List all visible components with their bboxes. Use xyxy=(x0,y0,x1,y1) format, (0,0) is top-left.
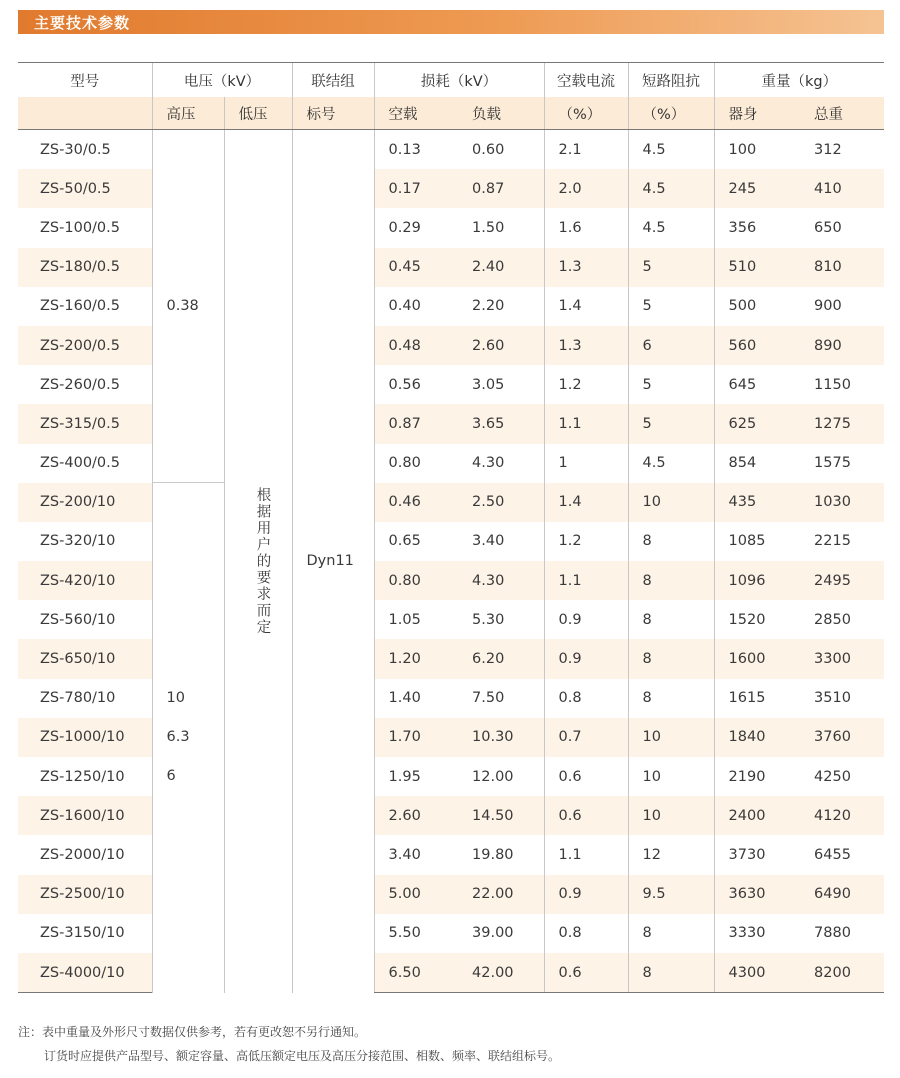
body-weight-cell: 560 xyxy=(714,326,800,365)
load-loss-cell: 4.30 xyxy=(472,455,505,472)
table-row xyxy=(18,679,884,718)
hv-voltage-option: 10 xyxy=(166,690,185,707)
total-weight-cell: 6455 xyxy=(814,846,851,863)
body-weight-cell: 2400 xyxy=(714,796,800,835)
model-cell: ZS-2500/10 xyxy=(18,875,152,914)
spec-table xyxy=(18,62,884,993)
noload-loss-cell: 0.56 xyxy=(374,365,458,404)
hv-voltage-group-1: 0.38 xyxy=(152,130,224,483)
impedance-cell: 5 xyxy=(628,287,714,326)
table-row xyxy=(18,953,884,993)
model-cell: ZS-3150/10 xyxy=(40,925,125,942)
impedance-cell: 12 xyxy=(628,835,714,874)
body-weight-cell: 1096 xyxy=(714,561,800,600)
connection-group-value: Dyn11 xyxy=(292,130,374,993)
body-weight-cell: 2190 xyxy=(714,757,800,796)
noload-loss-cell: 2.60 xyxy=(374,796,458,835)
body-weight-cell: 1520 xyxy=(714,600,800,639)
footnote-1: 注：表中重量及外形尺寸数据仅供参考，若有更改恕不另行通知。 xyxy=(18,1025,367,1039)
load-loss-cell: 10.30 xyxy=(458,718,544,757)
body-weight-cell: 3330 xyxy=(714,914,800,953)
total-weight-cell: 3300 xyxy=(800,639,884,678)
load-loss-cell: 19.80 xyxy=(472,846,514,863)
body-weight-cell: 356 xyxy=(714,208,800,247)
hv-voltage-option: 6 xyxy=(166,768,176,785)
total-weight-cell: 6490 xyxy=(800,875,884,914)
header-connection: 联结组 xyxy=(292,63,374,98)
model-cell: ZS-560/10 xyxy=(40,611,116,628)
table-row xyxy=(18,169,884,208)
table-body xyxy=(18,130,884,993)
table-row xyxy=(18,404,884,443)
body-weight-cell: 510 xyxy=(714,248,800,287)
load-loss-cell: 2.40 xyxy=(458,248,544,287)
impedance-cell: 4.5 xyxy=(628,444,714,483)
table-row xyxy=(18,326,884,365)
body-weight-cell: 500 xyxy=(714,287,800,326)
header-body-weight: 器身 xyxy=(714,97,800,130)
impedance-cell: 10 xyxy=(628,718,714,757)
noload-loss-cell: 0.29 xyxy=(374,208,458,247)
table-row xyxy=(18,365,884,404)
header-model: 型号 xyxy=(18,63,152,98)
header-connection-sub: 标号 xyxy=(292,97,374,130)
noload-current-cell: 0.6 xyxy=(544,953,628,993)
header-load: 负载 xyxy=(458,97,544,130)
impedance-cell: 8 xyxy=(628,639,714,678)
noload-loss-cell: 5.50 xyxy=(374,914,458,953)
table-row xyxy=(18,835,884,874)
impedance-cell: 8 xyxy=(628,953,714,993)
noload-loss-cell: 1.20 xyxy=(374,639,458,678)
header-total-weight: 总重 xyxy=(800,97,884,130)
model-cell: ZS-2000/10 xyxy=(40,846,125,863)
total-weight-cell: 7880 xyxy=(814,925,851,942)
body-weight-cell: 435 xyxy=(714,483,800,522)
impedance-cell: 8 xyxy=(628,679,714,718)
footnotes xyxy=(18,1020,884,1068)
noload-current-cell: 1.4 xyxy=(544,483,628,522)
total-weight-cell: 8200 xyxy=(800,953,884,993)
model-cell: ZS-315/0.5 xyxy=(18,404,152,443)
hv-voltage-option: 6.3 xyxy=(166,729,190,746)
load-loss-cell: 3.05 xyxy=(472,376,505,393)
load-loss-cell: 5.30 xyxy=(472,611,505,628)
noload-current-cell: 1.4 xyxy=(544,287,628,326)
noload-loss-cell: 5.00 xyxy=(374,875,458,914)
model-cell: ZS-1600/10 xyxy=(18,796,152,835)
total-weight-cell: 2215 xyxy=(814,533,851,550)
impedance-cell: 4.5 xyxy=(628,208,714,247)
header-row-1 xyxy=(18,63,884,98)
body-weight-cell: 854 xyxy=(714,444,800,483)
load-loss-cell: 7.50 xyxy=(472,690,505,707)
impedance-cell: 10 xyxy=(628,796,714,835)
noload-current-cell: 1.1 xyxy=(544,835,628,874)
noload-current-cell: 2.1 xyxy=(544,130,628,170)
lv-voltage-cell xyxy=(224,130,292,993)
impedance-cell: 8 xyxy=(628,600,714,639)
body-weight-cell: 4300 xyxy=(714,953,800,993)
impedance-cell: 4.5 xyxy=(628,169,714,208)
impedance-cell: 4.5 xyxy=(628,130,714,170)
footnote-2: 订货时应提供产品型号、额定容量、高低压额定电压及高压分接范围、相数、频率、联结组标号。 xyxy=(44,1049,561,1063)
model-cell: ZS-200/10 xyxy=(18,483,152,522)
total-weight-cell: 4250 xyxy=(814,768,851,785)
model-cell: ZS-260/0.5 xyxy=(40,376,120,393)
total-weight-cell: 3510 xyxy=(814,690,851,707)
noload-loss-cell: 0.48 xyxy=(374,326,458,365)
header-lv: 低压 xyxy=(224,97,292,130)
load-loss-cell: 12.00 xyxy=(472,768,514,785)
noload-loss-cell: 0.45 xyxy=(374,248,458,287)
total-weight-cell: 4120 xyxy=(800,796,884,835)
model-cell: ZS-100/0.5 xyxy=(40,219,120,236)
impedance-cell: 9.5 xyxy=(628,875,714,914)
body-weight-cell: 3730 xyxy=(714,835,800,874)
model-cell: ZS-180/0.5 xyxy=(18,248,152,287)
impedance-cell: 8 xyxy=(628,522,714,561)
model-cell: ZS-650/10 xyxy=(18,639,152,678)
table-row xyxy=(18,287,884,326)
table-row xyxy=(18,444,884,483)
total-weight-cell: 890 xyxy=(800,326,884,365)
header-hv: 高压 xyxy=(152,97,224,130)
noload-current-cell: 1.2 xyxy=(544,522,628,561)
noload-loss-cell: 0.80 xyxy=(374,444,458,483)
model-cell: ZS-30/0.5 xyxy=(40,141,111,158)
noload-current-cell: 0.9 xyxy=(544,875,628,914)
noload-loss-cell: 1.40 xyxy=(374,679,458,718)
model-cell: ZS-320/10 xyxy=(40,533,116,550)
model-cell: ZS-160/0.5 xyxy=(40,298,120,315)
noload-loss-cell: 0.17 xyxy=(374,169,458,208)
total-weight-cell: 2850 xyxy=(814,611,851,628)
body-weight-cell: 1615 xyxy=(714,679,800,718)
table-row xyxy=(18,522,884,561)
table-row xyxy=(18,875,884,914)
header-noload: 空载 xyxy=(374,97,458,130)
total-weight-cell: 900 xyxy=(814,298,842,315)
header-blank xyxy=(18,97,152,130)
model-cell: ZS-1250/10 xyxy=(40,768,125,785)
noload-current-cell: 1.1 xyxy=(544,404,628,443)
table-row xyxy=(18,208,884,247)
body-weight-cell: 3630 xyxy=(714,875,800,914)
table-row xyxy=(18,561,884,600)
noload-loss-cell: 1.95 xyxy=(374,757,458,796)
impedance-cell: 6 xyxy=(628,326,714,365)
body-weight-cell: 1085 xyxy=(714,522,800,561)
noload-current-cell: 0.9 xyxy=(544,639,628,678)
body-weight-cell: 245 xyxy=(714,169,800,208)
impedance-cell: 10 xyxy=(628,483,714,522)
noload-loss-cell: 0.40 xyxy=(374,287,458,326)
noload-current-cell: 1.6 xyxy=(544,208,628,247)
hv-voltage-group-2 xyxy=(152,483,224,993)
noload-current-cell: 1.3 xyxy=(544,326,628,365)
model-cell: ZS-1000/10 xyxy=(18,718,152,757)
table-row xyxy=(18,600,884,639)
noload-current-cell: 0.9 xyxy=(544,600,628,639)
noload-loss-cell: 0.13 xyxy=(374,130,458,170)
noload-loss-cell: 1.05 xyxy=(374,600,458,639)
lv-voltage-note: 根据用户的要求而定 xyxy=(254,487,271,636)
load-loss-cell: 0.60 xyxy=(472,141,505,158)
load-loss-cell: 0.87 xyxy=(458,169,544,208)
section-title: 主要技术参数 xyxy=(34,14,131,32)
model-cell: ZS-780/10 xyxy=(40,690,116,707)
noload-current-cell: 0.6 xyxy=(544,796,628,835)
table-row xyxy=(18,639,884,678)
noload-loss-cell: 0.87 xyxy=(374,404,458,443)
total-weight-cell: 312 xyxy=(814,141,842,158)
table-row xyxy=(18,796,884,835)
noload-current-cell: 0.8 xyxy=(544,914,628,953)
noload-current-cell: 1.2 xyxy=(544,365,628,404)
header-row-2 xyxy=(18,97,884,130)
impedance-cell: 10 xyxy=(628,757,714,796)
total-weight-cell: 650 xyxy=(814,219,842,236)
body-weight-cell: 645 xyxy=(714,365,800,404)
impedance-cell: 8 xyxy=(628,561,714,600)
total-weight-cell: 1150 xyxy=(814,376,851,393)
total-weight-cell: 1030 xyxy=(800,483,884,522)
load-loss-cell: 1.50 xyxy=(472,219,505,236)
header-weight: 重量（kg） xyxy=(714,63,884,98)
total-weight-cell: 3760 xyxy=(800,718,884,757)
noload-current-cell: 1 xyxy=(544,444,628,483)
body-weight-cell: 1840 xyxy=(714,718,800,757)
noload-current-cell: 1.3 xyxy=(544,248,628,287)
table-row xyxy=(18,130,884,170)
load-loss-cell: 2.50 xyxy=(458,483,544,522)
model-cell: ZS-400/0.5 xyxy=(40,455,120,472)
load-loss-cell: 2.60 xyxy=(458,326,544,365)
load-loss-cell: 39.00 xyxy=(472,925,514,942)
model-cell: ZS-4000/10 xyxy=(18,953,152,993)
total-weight-cell: 1575 xyxy=(814,455,851,472)
load-loss-cell: 3.65 xyxy=(458,404,544,443)
noload-loss-cell: 0.46 xyxy=(374,483,458,522)
load-loss-cell: 22.00 xyxy=(458,875,544,914)
model-cell: ZS-420/10 xyxy=(18,561,152,600)
impedance-cell: 8 xyxy=(628,914,714,953)
body-weight-cell: 100 xyxy=(714,130,800,170)
load-loss-cell: 3.40 xyxy=(472,533,505,550)
noload-loss-cell: 6.50 xyxy=(374,953,458,993)
impedance-cell: 5 xyxy=(628,365,714,404)
header-voltage: 电压（kV） xyxy=(152,63,292,98)
model-cell: ZS-50/0.5 xyxy=(18,169,152,208)
table-row xyxy=(18,914,884,953)
model-cell: ZS-200/0.5 xyxy=(18,326,152,365)
noload-current-cell: 0.8 xyxy=(544,679,628,718)
load-loss-cell: 14.50 xyxy=(458,796,544,835)
table-row xyxy=(18,483,884,522)
noload-loss-cell: 0.65 xyxy=(374,522,458,561)
header-loss: 损耗（kV） xyxy=(374,63,544,98)
load-loss-cell: 2.20 xyxy=(472,298,505,315)
table-row xyxy=(18,718,884,757)
header-short-circuit: 短路阻抗 xyxy=(628,63,714,98)
total-weight-cell: 1275 xyxy=(800,404,884,443)
noload-current-cell: 2.0 xyxy=(544,169,628,208)
table-row xyxy=(18,248,884,287)
header-pct-current: （%） xyxy=(544,97,628,130)
noload-loss-cell: 0.80 xyxy=(374,561,458,600)
body-weight-cell: 625 xyxy=(714,404,800,443)
header-pct-impedance: （%） xyxy=(628,97,714,130)
load-loss-cell: 6.20 xyxy=(458,639,544,678)
impedance-cell: 5 xyxy=(628,248,714,287)
impedance-cell: 5 xyxy=(628,404,714,443)
total-weight-cell: 2495 xyxy=(800,561,884,600)
noload-loss-cell: 1.70 xyxy=(374,718,458,757)
header-noload-current: 空载电流 xyxy=(544,63,628,98)
noload-loss-cell: 3.40 xyxy=(374,835,458,874)
noload-current-cell: 1.1 xyxy=(544,561,628,600)
noload-current-cell: 0.6 xyxy=(544,757,628,796)
load-loss-cell: 42.00 xyxy=(458,953,544,993)
table-row xyxy=(18,757,884,796)
section-title-bar xyxy=(18,10,884,34)
noload-current-cell: 0.7 xyxy=(544,718,628,757)
body-weight-cell: 1600 xyxy=(714,639,800,678)
load-loss-cell: 4.30 xyxy=(458,561,544,600)
total-weight-cell: 410 xyxy=(800,169,884,208)
total-weight-cell: 810 xyxy=(800,248,884,287)
